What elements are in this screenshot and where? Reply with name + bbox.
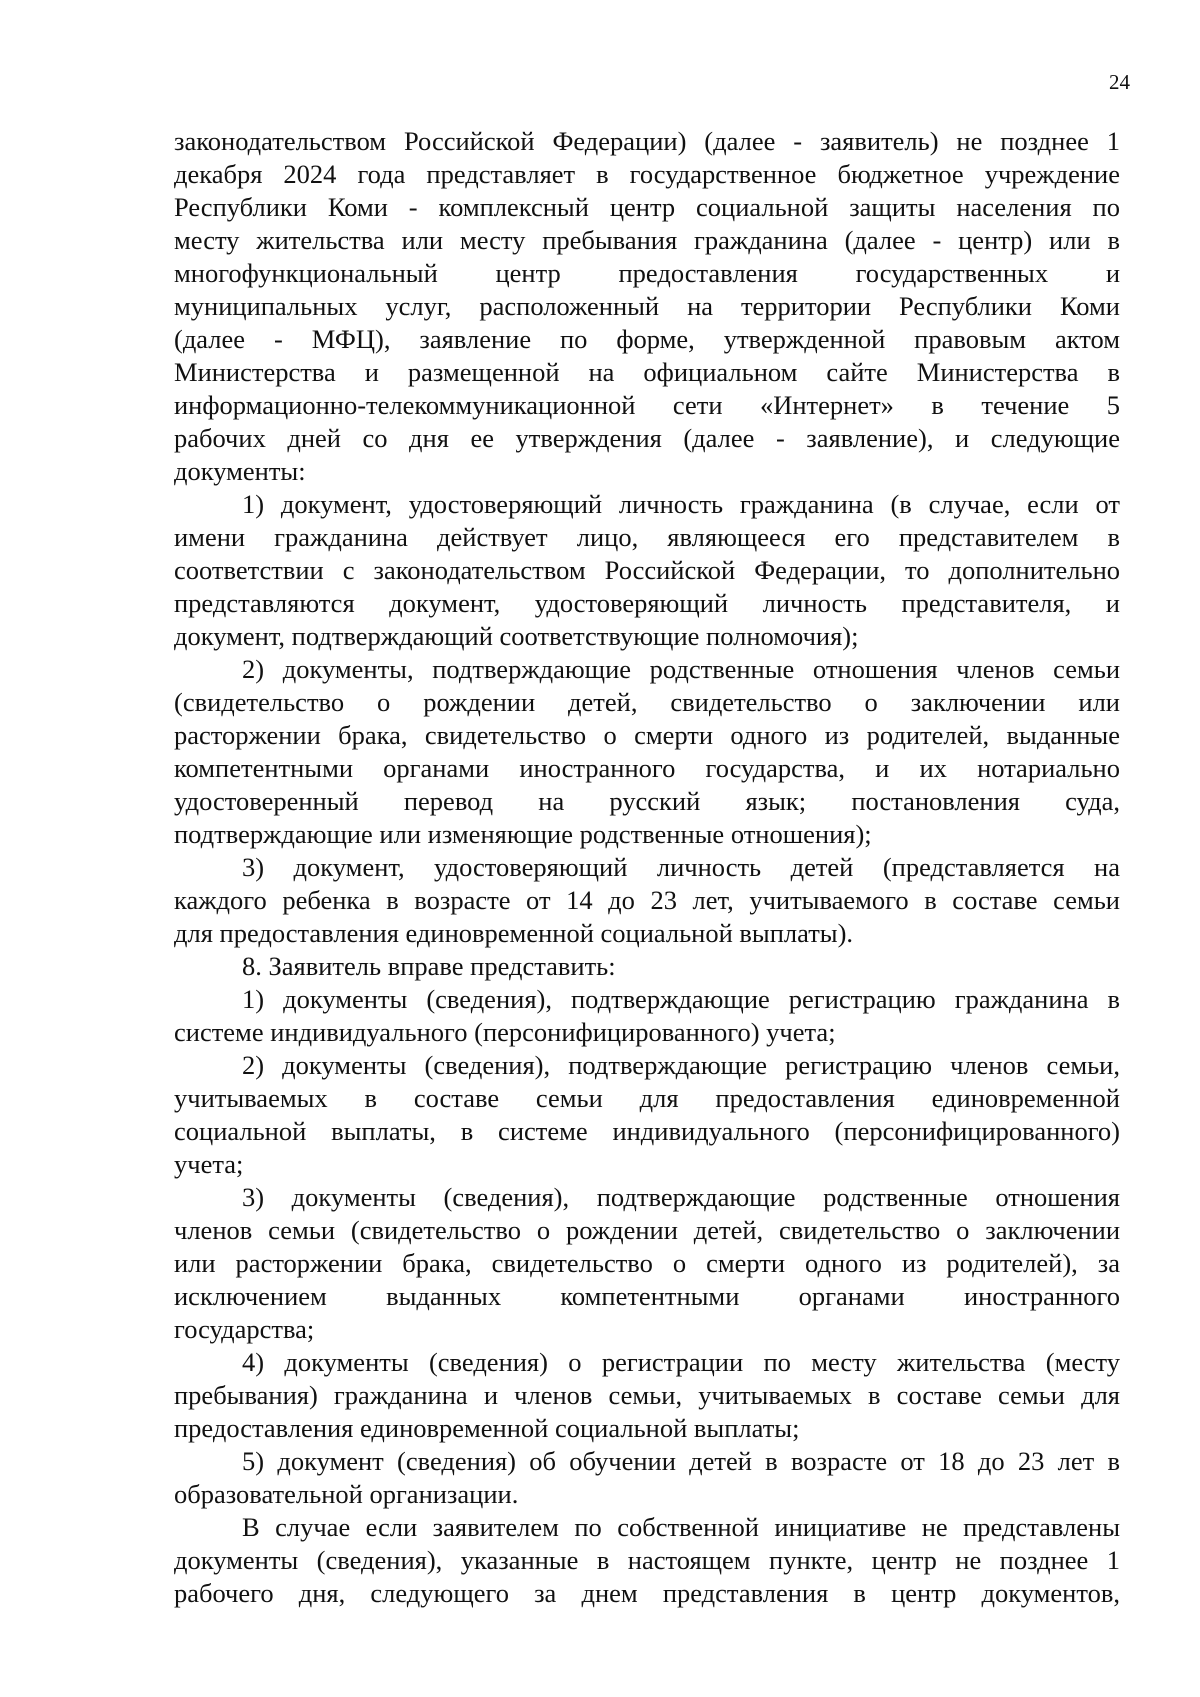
text-line: для предоставления единовременной социальной выплаты).	[174, 918, 854, 948]
text-line: 1) документы (сведения), подтверждающие регистрацию гражданина в	[242, 984, 1120, 1014]
paragraph	[174, 125, 1120, 488]
text-line: информационно-телекоммуникационной сети «Интернет» в течение 5	[174, 390, 1120, 420]
text-line: учета;	[174, 1149, 244, 1179]
text-line: учитываемых в составе семьи для предоставления единовременной	[174, 1083, 1120, 1113]
text-line: многофункциональный центр предоставления государственных и	[174, 258, 1120, 288]
text-line: каждого ребенка в возрасте от 14 до 23 лет, учитываемого в составе семьи	[174, 885, 1120, 915]
text-line: предоставления единовременной социальной выплаты;	[174, 1413, 800, 1443]
text-line: 1) документ, удостоверяющий личность гражданина (в случае, если от	[242, 489, 1120, 519]
text-line: документы (сведения), указанные в настоящем пункте, центр не позднее 1	[174, 1545, 1120, 1575]
text-line: законодательством Российской Федерации) (далее - заявитель) не позднее 1	[174, 126, 1120, 156]
text-line: расторжении брака, свидетельство о смерти одного из родителей, выданные	[174, 720, 1120, 750]
paragraph	[174, 851, 1120, 950]
document-body	[174, 125, 1120, 1610]
text-line: соответствии с законодательством Российской Федерации, то дополнительно	[174, 555, 1120, 585]
paragraph	[174, 653, 1120, 851]
text-line: представляются документ, удостоверяющий личность представителя, и	[174, 588, 1120, 618]
text-line: 3) документы (сведения), подтверждающие родственные отношения	[242, 1182, 1120, 1212]
text-line: муниципальных услуг, расположенный на территории Республики Коми	[174, 291, 1120, 321]
text-line: системе индивидуального (персонифицированного) учета;	[174, 1017, 836, 1047]
text-line: Республики Коми - комплексный центр социальной защиты населения по	[174, 192, 1120, 222]
paragraph	[174, 1511, 1120, 1610]
paragraph	[174, 488, 1120, 653]
text-line: 5) документ (сведения) об обучении детей в возрасте от 18 до 23 лет в	[242, 1446, 1120, 1476]
text-line: рабочих дней со дня ее утверждения (далее - заявление), и следующие	[174, 423, 1120, 453]
paragraph	[174, 1346, 1120, 1445]
text-line: пребывания) гражданина и членов семьи, учитываемых в составе семьи для	[174, 1380, 1120, 1410]
text-line: государства;	[174, 1314, 315, 1344]
text-line: или расторжении брака, свидетельство о смерти одного из родителей), за	[174, 1248, 1120, 1278]
text-line: 4) документы (сведения) о регистрации по месту жительства (месту	[242, 1347, 1120, 1377]
text-line: рабочего дня, следующего за днем представления в центр документов,	[174, 1578, 1120, 1608]
text-line: исключением выданных компетентными органами иностранного	[174, 1281, 1120, 1311]
text-line: месту жительства или месту пребывания гражданина (далее - центр) или в	[174, 225, 1120, 255]
paragraph	[174, 1181, 1120, 1346]
text-line: имени гражданина действует лицо, являющееся его представителем в	[174, 522, 1120, 552]
text-line: (далее - МФЦ), заявление по форме, утвержденной правовым актом	[174, 324, 1120, 354]
text-line: удостоверенный перевод на русский язык; постановления суда,	[174, 786, 1120, 816]
paragraph	[174, 983, 1120, 1049]
text-line: социальной выплаты, в системе индивидуального (персонифицированного)	[174, 1116, 1120, 1146]
text-line: документ, подтверждающий соответствующие полномочия);	[174, 621, 859, 651]
text-line: подтверждающие или изменяющие родственные отношения);	[174, 819, 872, 849]
text-line: Министерства и размещенной на официальном сайте Министерства в	[174, 357, 1120, 387]
text-line: 8. Заявитель вправе представить:	[242, 951, 616, 981]
text-line: В случае если заявителем по собственной инициативе не представлены	[242, 1512, 1120, 1542]
text-line: 2) документы (сведения), подтверждающие регистрацию членов семьи,	[242, 1050, 1120, 1080]
text-line: членов семьи (свидетельство о рождении детей, свидетельство о заключении	[174, 1215, 1120, 1245]
paragraph	[174, 1049, 1120, 1181]
text-line: образовательной организации.	[174, 1479, 519, 1509]
paragraph	[174, 1445, 1120, 1511]
text-line: компетентными органами иностранного государства, и их нотариально	[174, 753, 1120, 783]
text-line: документы:	[174, 456, 306, 486]
page-number: 24	[1109, 70, 1130, 94]
text-line: 2) документы, подтверждающие родственные отношения членов семьи	[242, 654, 1120, 684]
text-line: декабря 2024 года представляет в государственное бюджетное учреждение	[174, 159, 1120, 189]
text-line: 3) документ, удостоверяющий личность детей (представляется на	[242, 852, 1120, 882]
text-line: (свидетельство о рождении детей, свидетельство о заключении или	[174, 687, 1120, 717]
paragraph	[174, 950, 1120, 983]
